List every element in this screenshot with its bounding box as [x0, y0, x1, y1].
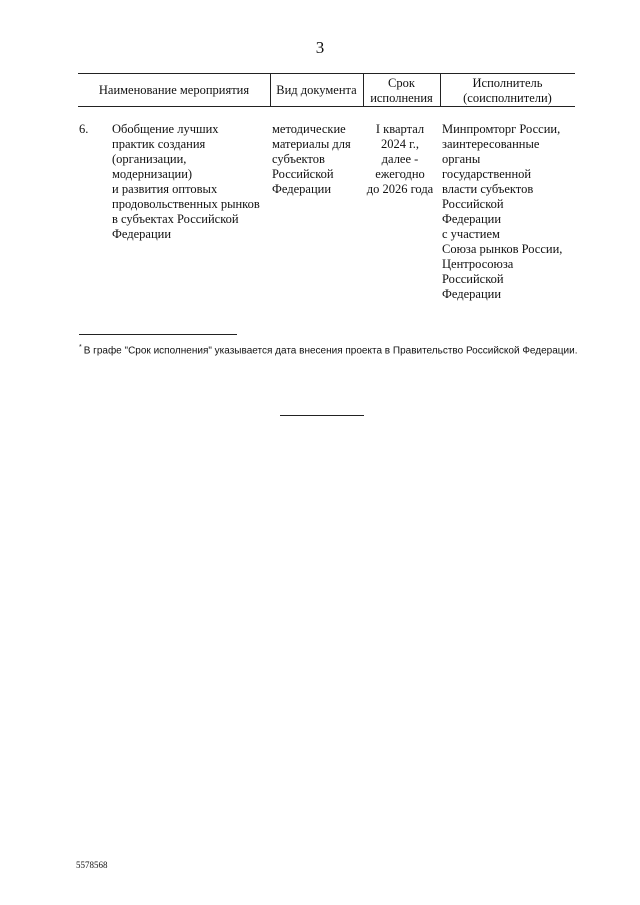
row-deadline: I квартал 2024 г., далее - ежегодно до 2026 года [366, 122, 434, 196]
row-name: Обобщение лучших практик создания (организации, модернизации) и развития оптовых продовольственных рынков в субъектах Российской Федерации [112, 122, 260, 241]
header-deadline: Срок исполнения [370, 76, 433, 105]
page-number: 3 [315, 38, 325, 57]
footnote-separator [79, 334, 237, 335]
table-header-bottom-rule [78, 106, 575, 107]
row-number: 6. [79, 122, 89, 136]
row-executor: Минпромторг России, заинтересованные органы государственной власти субъектов Российской Федерации с участием Союза рынков России, Центросоюза Российской Федерации [442, 122, 563, 301]
row-doc-type: методические материалы для субъектов Российской Федерации [272, 122, 351, 196]
document-id: 5578568 [76, 860, 108, 870]
footnote [79, 344, 577, 356]
table-top-rule [78, 73, 575, 74]
footnote-text: В графе "Срок исполнения" указывается дата внесения проекта в Правительство Российской Федерации. [83, 345, 578, 357]
header-executor: Исполнитель (соисполнители) [463, 76, 552, 105]
header-doc-type: Вид документа [276, 83, 357, 97]
header-name: Наименование мероприятия [98, 83, 250, 97]
end-rule [280, 415, 364, 416]
footnote-marker: * [79, 344, 82, 351]
